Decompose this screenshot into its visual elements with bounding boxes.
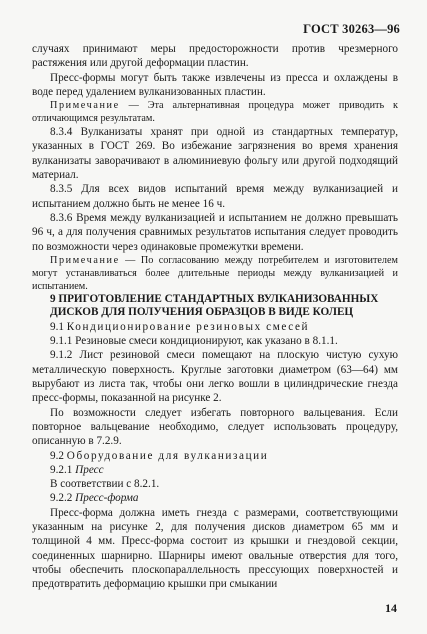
clause-9-1-1: 9.1.1 Резиновые смеси кондиционируют, как указано в 8.1.1.	[50, 335, 338, 348]
subsection-9-2-heading	[32, 449, 398, 463]
note-text: — По согласованию между потребителем и изготовителем могут устанавливаться более длительные периоды между вулканизацией и испытанием.	[32, 254, 398, 292]
clause-9-1-2-continued: По возможности следует избегать повторного вальцевания. Если повторное вальцевание необходимо, следует использовать процедуру, описанную в 7.2.9.	[32, 406, 398, 448]
note-label: Примечание	[50, 100, 120, 112]
subsection-number: 9.2	[50, 449, 67, 462]
section-9-title: 9 ПРИГОТОВЛЕНИЕ СТАНДАРТНЫХ ВУЛКАНИЗОВАННЫХ ДИСКОВ ДЛЯ ПОЛУЧЕНИЯ ОБРАЗЦОВ В ВИДЕ КОЛЕЦ	[50, 292, 379, 319]
clause-9-2-2-text: Пресс-форма должна иметь гнезда с размерами, соответствующими указанным на рисунке 2, для получения дисков диаметром 65 мм и толщиной 4 мм. Пресс-форма состоит из крышки и гнездовой секции, соединенных шарнирно. Шарниры имеют овальные отверстия для того, чтобы обеспечить плоскопараллельность прессующих поверхностей и предотвратить деформацию крышки при смыкании	[32, 506, 398, 591]
clause-9-1-2: 9.1.2 Лист резиновой смеси помещают на плоскую чистую сухую металлическую поверхность. Круглые заготовки диаметром (63—64) мм вырубают из листа так, чтобы они легко вошли в цилиндрические гнезда пресс-формы, показанной на рисунке 2.	[32, 349, 398, 405]
clause-9-2-1-heading	[32, 463, 398, 477]
page-number: 14	[385, 601, 397, 615]
clause-8-3-4: 8.3.4 Вулканизаты хранят при одной из стандартных температур, указанных в ГОСТ 269. Во избежание загрязнения во время хранения вулканизаты заворачивают в алюминиевую фольгу или другой подходящий материал.	[32, 126, 398, 182]
clause-number: 9.2.1	[50, 463, 76, 476]
clause-9-2-2-heading	[32, 491, 398, 505]
clause-8-3-6: 8.3.6 Время между вулканизацией и испытанием не должно превышать 96 ч, а для получения сравнимых результатов испытания следует проводить по возможности через одинаковые промежутки времени.	[32, 211, 398, 253]
clause-9-2-1-text: В соответствии с 8.2.1.	[50, 478, 160, 491]
clause-8-3-5: 8.3.5 Для всех видов испытаний время между вулканизацией и испытанием должно быть не менее 16 ч.	[32, 183, 398, 210]
clause-title: Пресс-форма	[75, 492, 139, 505]
paragraph-continued: случаях принимают меры предосторожности против чрезмерного растяжения или другой деформации пластин.	[32, 43, 398, 70]
note-text: — Эта альтернативная процедура может приводить к отличающимся результатам.	[32, 100, 398, 125]
clause-title: Пресс	[75, 463, 104, 476]
note-test-periods	[32, 254, 398, 293]
note-alternative-procedure	[32, 99, 398, 125]
page-body	[32, 42, 398, 592]
clause-number: 9.2.2	[50, 492, 76, 505]
paragraph-press-forms: Пресс-формы могут быть также извлечены из пресса и охлаждены в воде перед удалением вулканизованных пластин.	[32, 71, 398, 98]
subsection-9-1-heading	[32, 320, 398, 334]
note-label: Примечание	[50, 254, 120, 266]
subsection-number: 9.1	[50, 320, 67, 333]
standard-header: ГОСТ 30263—96	[303, 22, 400, 36]
subsection-title: Кондиционирование резиновых смесей	[66, 320, 310, 333]
subsection-title: Оборудование для вулканизации	[66, 449, 269, 462]
